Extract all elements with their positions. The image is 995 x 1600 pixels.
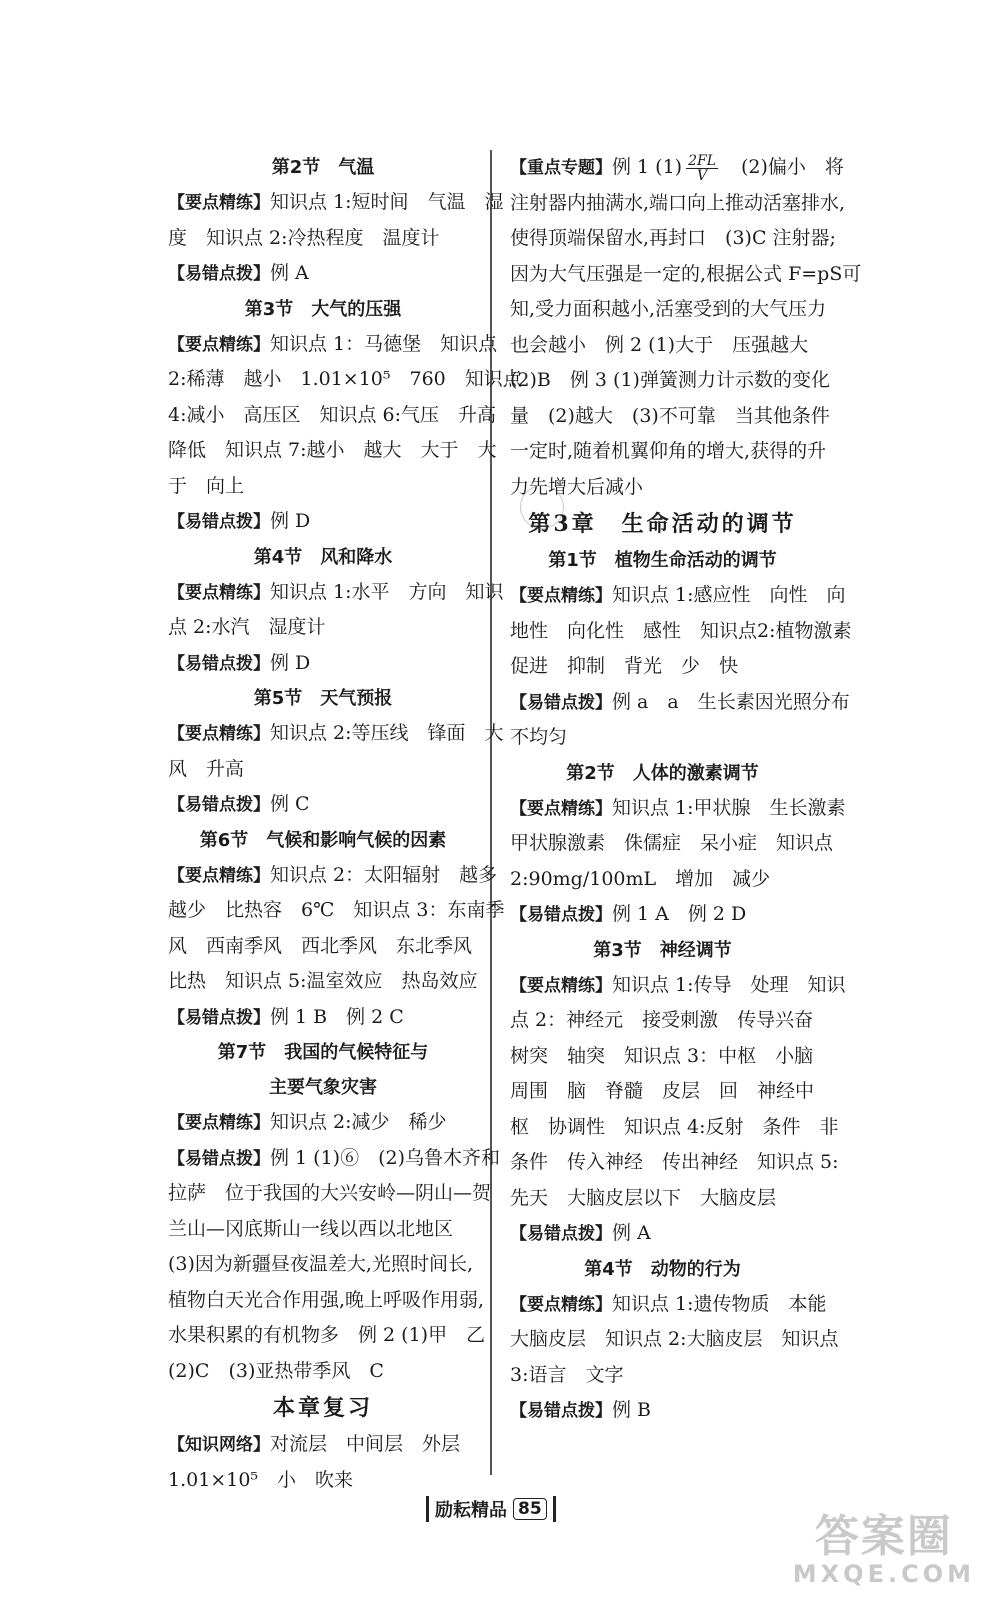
- answer-line: [510, 257, 862, 293]
- line-text: 知识点 1:遗传物质 本能: [612, 1292, 827, 1315]
- section-heading: [510, 543, 815, 578]
- line-text: 4:减小 高压区 知识点 6:气压 升高: [168, 403, 497, 426]
- fraction-numerator: 2FL: [688, 152, 717, 169]
- line-text: 地性 向化性 感性 知识点2:植物激素: [510, 619, 852, 642]
- answer-line: [168, 398, 497, 434]
- answer-line: [510, 1110, 839, 1146]
- line-text: 兰山—冈底斯山一线以西以北地区: [168, 1217, 454, 1240]
- answer-line: [168, 1247, 478, 1283]
- watermark: [792, 1511, 975, 1588]
- answer-tag: 【易错点拨】: [168, 1007, 270, 1028]
- answer-line: [510, 1393, 815, 1429]
- line-text: 也会越小 例 2 (1)大于 压强越大: [510, 333, 809, 356]
- line-text: 本章复习: [272, 1395, 373, 1421]
- answer-line: [510, 292, 827, 328]
- line-text: 例 1 (1)⑥ (2)乌鲁木齐和: [270, 1146, 500, 1169]
- line-text: 2:90mg/100mL 增加 减少: [510, 867, 771, 890]
- answer-tag: 【要点精练】: [168, 1113, 270, 1133]
- answer-tag: 【易错点拨】: [168, 1148, 270, 1169]
- answer-line: [168, 185, 504, 221]
- answer-line: [168, 929, 478, 965]
- line-text: 知识点 1:水平 方向 知识: [270, 580, 504, 603]
- answer-tag: 【易错点拨】: [510, 692, 612, 713]
- answer-line: [168, 575, 504, 611]
- answer-line: [510, 399, 830, 435]
- line-text: 2:稀薄 越小 1.01×10⁵ 760 知识点: [168, 368, 522, 390]
- line-text: 树突 轴突 知识点 3：中枢 小脑: [510, 1044, 814, 1067]
- line-text: 知识点 1:感应性 向性 向: [612, 584, 846, 606]
- answer-line: [168, 1176, 492, 1212]
- answer-line: [510, 1074, 815, 1110]
- answer-line: [510, 578, 846, 614]
- answer-line: [168, 256, 478, 292]
- line-text: 于 向上: [168, 474, 245, 497]
- answer-tag: 【易错点拨】: [168, 795, 270, 815]
- line-text: 降低 知识点 7:越小 越大 大于 大: [168, 439, 497, 461]
- line-text: 大脑皮层 知识点 2:大脑皮层 知识点: [510, 1328, 839, 1350]
- answer-line: [510, 1216, 815, 1252]
- line-text: 知识点 2:减少 稀少: [270, 1111, 447, 1133]
- section-heading: [168, 292, 478, 327]
- answer-line: [168, 1354, 478, 1390]
- line-text: 知识点 1:甲状腺 生长激素: [612, 796, 846, 819]
- line-text: 知识点 1:传导 处理 知识: [612, 973, 846, 996]
- answer-tag: 【要点精练】: [168, 334, 270, 355]
- answer-line: [168, 964, 478, 1000]
- line-text: 水果积累的有机物多 例 2 (1)甲 乙: [168, 1324, 486, 1346]
- line-text: 例 D: [270, 651, 311, 674]
- answer-line: [168, 1283, 485, 1319]
- line-text: 注射器内抽满水,端口向上推动活塞排水,: [510, 191, 846, 214]
- answer-line: [168, 327, 498, 363]
- answer-tag: 【要点精练】: [510, 586, 612, 606]
- answer-line: [168, 1463, 478, 1499]
- line-text: 第3节 神经调节: [593, 939, 732, 961]
- stamp-mark: [520, 485, 564, 529]
- answer-line: [510, 826, 834, 862]
- page-number: 85: [513, 1498, 547, 1520]
- fraction-formula: [686, 154, 718, 183]
- line-text: 风 西南季风 西北季风 东北季风: [168, 934, 473, 957]
- line-text: 因为大气压强是一定的,根据公式 F=pS可: [510, 262, 862, 285]
- footer-brand: 励耘精品: [435, 1500, 507, 1521]
- line-text: 量 (2)越大 (3)不可靠 当其他条件: [510, 404, 830, 427]
- answer-line: [510, 186, 846, 222]
- answer-line: [510, 1181, 815, 1217]
- answer-tag: 【要点精练】: [168, 724, 270, 744]
- line-text: 例 B: [612, 1399, 652, 1421]
- answer-tag: 【要点精练】: [510, 1294, 612, 1315]
- line-text: 点 2:水汽 湿度计: [168, 616, 326, 638]
- line-text: 知识点 1：马德堡 知识点: [270, 332, 498, 355]
- fraction-denominator: V: [696, 167, 708, 184]
- line-text: 先天 大脑皮层以下 大脑皮层: [510, 1186, 777, 1209]
- answer-tag: 【重点专题】: [510, 158, 612, 178]
- answer-line: [168, 858, 498, 894]
- answer-line: [168, 646, 478, 682]
- answer-line: [510, 968, 846, 1004]
- line-text: 第7节 我国的气候特征与: [217, 1042, 429, 1063]
- watermark-logo-text: 答案圈: [814, 1511, 953, 1562]
- line-text: 越少 比热容 6℃ 知识点 3：东南季: [168, 899, 505, 921]
- line-text: 例 A: [270, 262, 309, 284]
- line-text: 植物白天光合作用强,晚上呼吸作用弱,: [168, 1288, 485, 1311]
- line-text: 拉萨 位于我国的大兴安岭—阴山—贺: [168, 1182, 492, 1204]
- line-text: 主要气象灾害: [269, 1077, 377, 1098]
- line-text: 例 a a 生长素因光照分布: [612, 690, 850, 713]
- line-text: 第3节 大气的压强: [244, 298, 402, 320]
- line-text: (2)B 例 3 (1)弹簧测力计示数的变化: [510, 369, 830, 391]
- answer-tag: 【要点精练】: [510, 975, 612, 996]
- answer-line: [510, 862, 815, 898]
- answer-line: [510, 1358, 815, 1394]
- answer-line: [510, 685, 850, 721]
- answer-tag: 【易错点拨】: [510, 905, 612, 925]
- line-text: 知识点 2:等压线 锋面 大: [270, 722, 504, 744]
- answer-line: [168, 1000, 478, 1036]
- answer-line: [510, 649, 815, 685]
- answer-line: [510, 614, 852, 650]
- line-text: 知识点 1:短时间 气温 湿: [270, 191, 504, 213]
- answer-line: [168, 1318, 486, 1354]
- answer-line: [168, 787, 478, 823]
- section-heading: [168, 1035, 478, 1070]
- answer-line: [168, 1427, 478, 1463]
- left-column: [168, 150, 522, 1498]
- section-heading: [510, 1252, 815, 1287]
- chapter-heading: [168, 1389, 478, 1427]
- answer-line: [510, 221, 836, 257]
- answer-line: [168, 610, 478, 646]
- watermark-url: MXQE.COM: [792, 1560, 975, 1588]
- answer-line: [168, 221, 478, 257]
- answer-line: [168, 1141, 500, 1177]
- line-text: (2)C (3)亚热带季风 C: [168, 1359, 384, 1382]
- line-text: 第5节 天气预报: [253, 688, 393, 709]
- line-text: 甲状腺激素 侏儒症 呆小症 知识点: [510, 832, 834, 854]
- line-text: 第4节 风和降水: [253, 546, 393, 568]
- answer-line: [510, 791, 846, 827]
- line-text: 促进 抑制 背光 少 快: [510, 655, 739, 677]
- line-text: 第2节 气温: [271, 157, 375, 178]
- section-heading: [510, 756, 815, 791]
- answer-line: [168, 716, 504, 752]
- answer-tag: 【要点精练】: [168, 582, 270, 603]
- answer-tag: 【要点精练】: [510, 798, 612, 819]
- line-text: 第2节 人体的激素调节: [566, 762, 759, 784]
- line-text: 第3章 生命活动的调节: [528, 511, 797, 537]
- line-text: 知识点 2：太阳辐射 越多: [270, 863, 498, 886]
- line-text: 例 A: [612, 1222, 651, 1244]
- line-text-after: (2)偏小 将: [722, 156, 844, 178]
- answer-line: [168, 1212, 478, 1248]
- answer-line: [168, 1105, 478, 1141]
- line-text: 例 1 B 例 2 C: [270, 1005, 404, 1028]
- footer-bar-left: [426, 1496, 429, 1522]
- line-text: 知,受力面积越小,活塞受到的大气压力: [510, 298, 827, 320]
- answer-line: [168, 893, 505, 929]
- line-text: 比热 知识点 5:温室效应 热岛效应: [168, 970, 478, 992]
- answer-tag: 【要点精练】: [168, 865, 270, 886]
- answer-tag: 【易错点拨】: [510, 1224, 612, 1244]
- section-heading: [168, 150, 478, 185]
- answer-line: [168, 362, 522, 398]
- answer-line: [168, 469, 478, 505]
- answer-line: [510, 363, 830, 399]
- answer-line: [168, 752, 478, 788]
- line-text: 例 1 A 例 2 D: [612, 903, 747, 925]
- answer-line: [168, 433, 497, 469]
- line-text: 对流层 中间层 外层: [270, 1433, 461, 1455]
- line-text: 不均匀: [510, 726, 568, 748]
- line-text: 风 升高: [168, 757, 245, 780]
- answer-tag: 【易错点拨】: [168, 653, 270, 674]
- section-heading: [168, 681, 478, 716]
- section-heading: [168, 1070, 478, 1105]
- line-text: 第6节 气候和影响气候的因素: [199, 829, 447, 851]
- line-text: 第4节 动物的行为: [584, 1258, 741, 1280]
- answer-line: [510, 434, 827, 470]
- section-heading: [510, 933, 815, 968]
- line-text: 一定时,随着机翼仰角的增大,获得的升: [510, 440, 827, 462]
- line-text: 使得顶端保留水,再封口 (3)C 注射器;: [510, 227, 836, 249]
- answer-line: [510, 1145, 839, 1181]
- answer-line: [510, 150, 844, 186]
- answer-line: [168, 504, 478, 540]
- answer-line: [510, 1039, 815, 1075]
- line-text: 例 1 (1): [612, 156, 683, 178]
- answer-tag: 【知识网络】: [168, 1435, 270, 1455]
- line-text: 3:语言 文字: [510, 1363, 624, 1386]
- section-heading: [168, 540, 478, 575]
- right-column: [510, 150, 862, 1429]
- line-text: 度 知识点 2:冷热程度 温度计: [168, 226, 440, 249]
- answer-line: [510, 720, 815, 756]
- line-text: 第1节 植物生命活动的调节: [548, 550, 777, 571]
- line-text: 条件 传入神经 传出神经 知识点 5:: [510, 1151, 839, 1173]
- section-heading: [168, 823, 478, 858]
- answer-tag: 【易错点拨】: [168, 512, 270, 532]
- line-text: (3)因为新疆昼夜温差大,光照时间长,: [168, 1253, 473, 1275]
- line-text: 力先增大后减小: [510, 475, 644, 498]
- answer-line: [510, 1322, 839, 1358]
- answer-line: [510, 1287, 827, 1323]
- answer-line: [510, 1003, 815, 1039]
- line-text: 例 D: [270, 510, 311, 532]
- footer-bar-right: [553, 1496, 556, 1522]
- line-text: 枢 协调性 知识点 4:反射 条件 非: [510, 1115, 839, 1138]
- answer-line: [510, 897, 815, 933]
- answer-tag: 【要点精练】: [168, 193, 270, 213]
- line-text: 例 C: [270, 793, 310, 815]
- line-text: 1.01×10⁵ 小 吹来: [168, 1468, 354, 1491]
- answer-tag: 【易错点拨】: [510, 1401, 612, 1421]
- line-text: 周围 脑 脊髓 皮层 回 神经中: [510, 1080, 815, 1102]
- line-text: 点 2：神经元 接受刺激 传导兴奋: [510, 1009, 814, 1031]
- footer: [420, 1494, 562, 1524]
- answer-line: [510, 328, 815, 364]
- answer-tag: 【易错点拨】: [168, 264, 270, 284]
